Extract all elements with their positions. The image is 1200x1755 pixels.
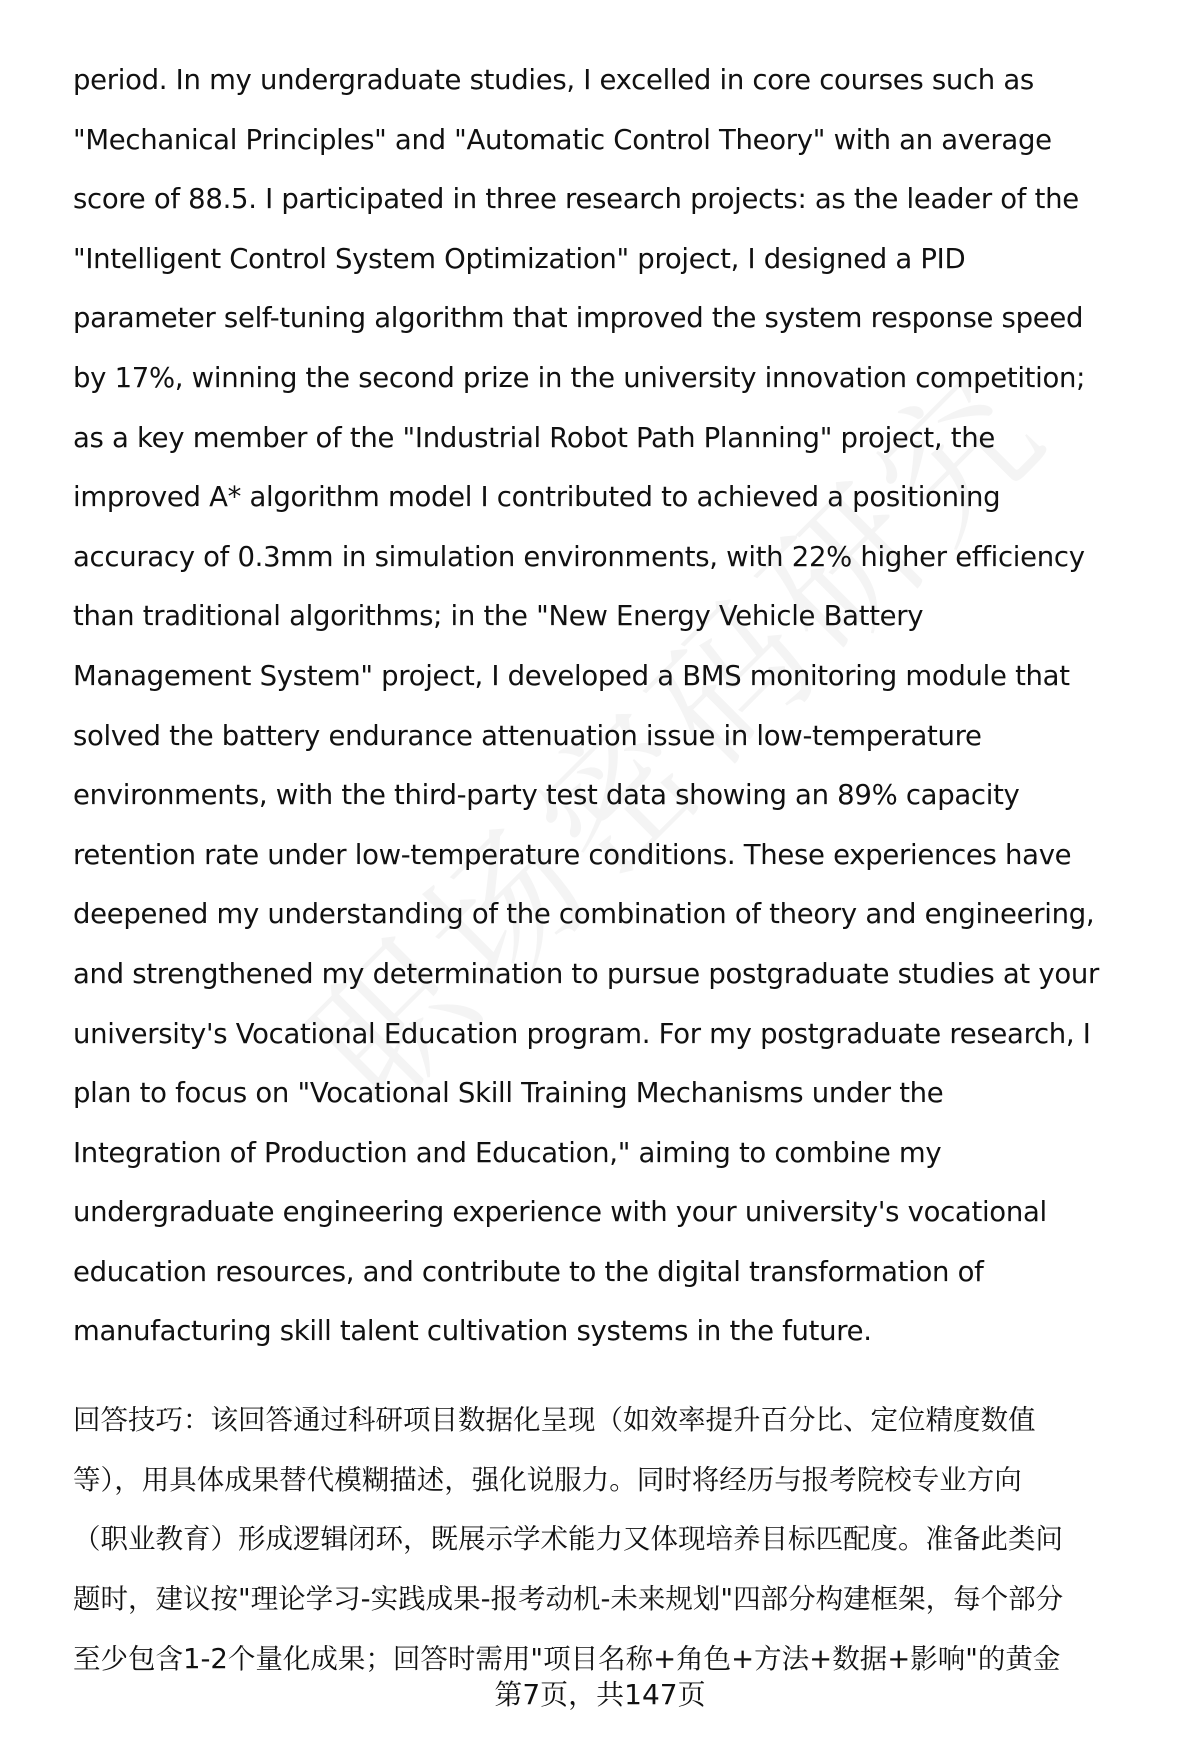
- text-line: as a key member of the "Industrial Robot Path Planning" project, the: [73, 421, 995, 454]
- text-line: and strengthened my determination to pursue postgraduate studies at your: [73, 957, 1099, 990]
- text-line: by 17%, winning the second prize in the university innovation competition;: [73, 361, 1086, 394]
- text-line: Integration of Production and Education," aiming to combine my: [73, 1136, 942, 1169]
- text-line: plan to focus on "Vocational Skill Training Mechanisms under the: [73, 1077, 944, 1110]
- text-line: "Mechanical Principles" and "Automatic Control Theory" with an average: [73, 123, 1052, 156]
- text-line: score of 88.5. I participated in three research projects: as the leader of the: [73, 183, 1079, 216]
- text-line: 回答技巧：该回答通过科研项目数据化呈现（如效率提升百分比、定位精度数值: [73, 1404, 1036, 1436]
- text-line: 题时，建议按"理论学习-实践成果-报考动机-未来规划"四部分构建框架，每个部分: [73, 1583, 1064, 1616]
- text-line: improved A* algorithm model I contributed to achieved a positioning: [73, 481, 1001, 514]
- text-line: period. In my undergraduate studies, I excelled in core courses such as: [73, 64, 1034, 96]
- text-line: than traditional algorithms; in the "New Energy Vehicle Battery: [73, 600, 924, 633]
- text-line: parameter self-tuning algorithm that improved the system response speed: [73, 302, 1084, 335]
- text-line: Management System" project, I developed a BMS monitoring module that: [73, 659, 1070, 692]
- text-line: university's Vocational Education program. For my postgraduate research, I: [73, 1017, 1091, 1050]
- text-line: 等），用具体成果替代模糊描述，强化说服力。同时将经历与报考院校专业方向: [73, 1463, 1022, 1496]
- text-line: manufacturing skill talent cultivation systems in the future.: [73, 1315, 872, 1348]
- text-line: environments, with the third-party test data showing an 89% capacity: [73, 779, 1020, 812]
- answer-tip: [73, 1398, 1063, 1696]
- text-line: undergraduate engineering experience with your university's vocational: [73, 1196, 1047, 1229]
- page-number: 第7页，共147页: [494, 1678, 706, 1711]
- answer-body: [73, 58, 1099, 1369]
- text-line: solved the battery endurance attenuation issue in low-temperature: [73, 719, 982, 752]
- text-line: "Intelligent Control System Optimization" project, I designed a PID: [73, 242, 966, 275]
- text-line: 至少包含1-2个量化成果；回答时需用"项目名称+角色+方法+数据+影响"的黄金: [73, 1642, 1061, 1675]
- text-line: accuracy of 0.3mm in simulation environments, with 22% higher efficiency: [73, 540, 1085, 573]
- text-line: education resources, and contribute to the digital transformation of: [73, 1255, 984, 1288]
- text-line: retention rate under low-temperature conditions. These experiences have: [73, 838, 1072, 871]
- text-line: （职业教育）形成逻辑闭环，既展示学术能力又体现培养目标匹配度。准备此类问: [73, 1523, 1063, 1556]
- text-line: deepened my understanding of the combination of theory and engineering,: [73, 898, 1095, 931]
